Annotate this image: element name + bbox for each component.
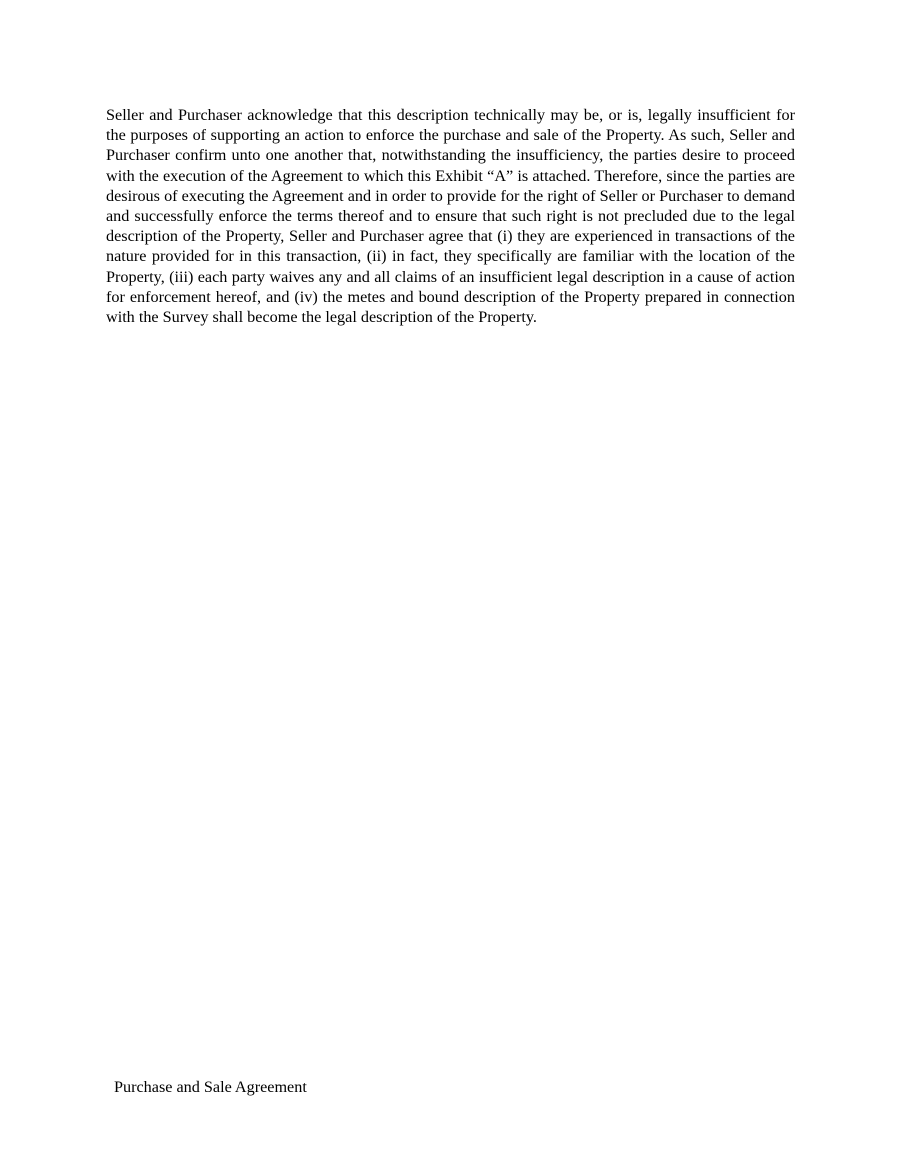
page-footer: Purchase and Sale Agreement (114, 1078, 307, 1096)
body-paragraph: Seller and Purchaser acknowledge that this description technically may be, or is, legally insufficient for the purposes of supporting an action to enforce the purchase and sale of the Property. As such, Seller and Purchaser confirm unto one another that, notwithstanding the insufficiency, the parties desire to proceed with the execution of the Agreement to which this Exhibit “A” is attached. Therefore, since the parties are desirous of executing the Agreement and in order to provide for the right of Seller or Purchaser to demand and successfully enforce the terms thereof and to ensure that such right is not precluded due to the legal description of the Property, Seller and Purchaser agree that (i) they are experienced in transactions of the nature provided for in this transaction, (ii) in fact, they specifically are familiar with the location of the Property, (iii) each party waives any and all claims of an insufficient legal description in a cause of action for enforcement hereof, and (iv) the metes and bound description of the Property prepared in connection with the Survey shall become the legal description of the Property. (106, 106, 795, 327)
